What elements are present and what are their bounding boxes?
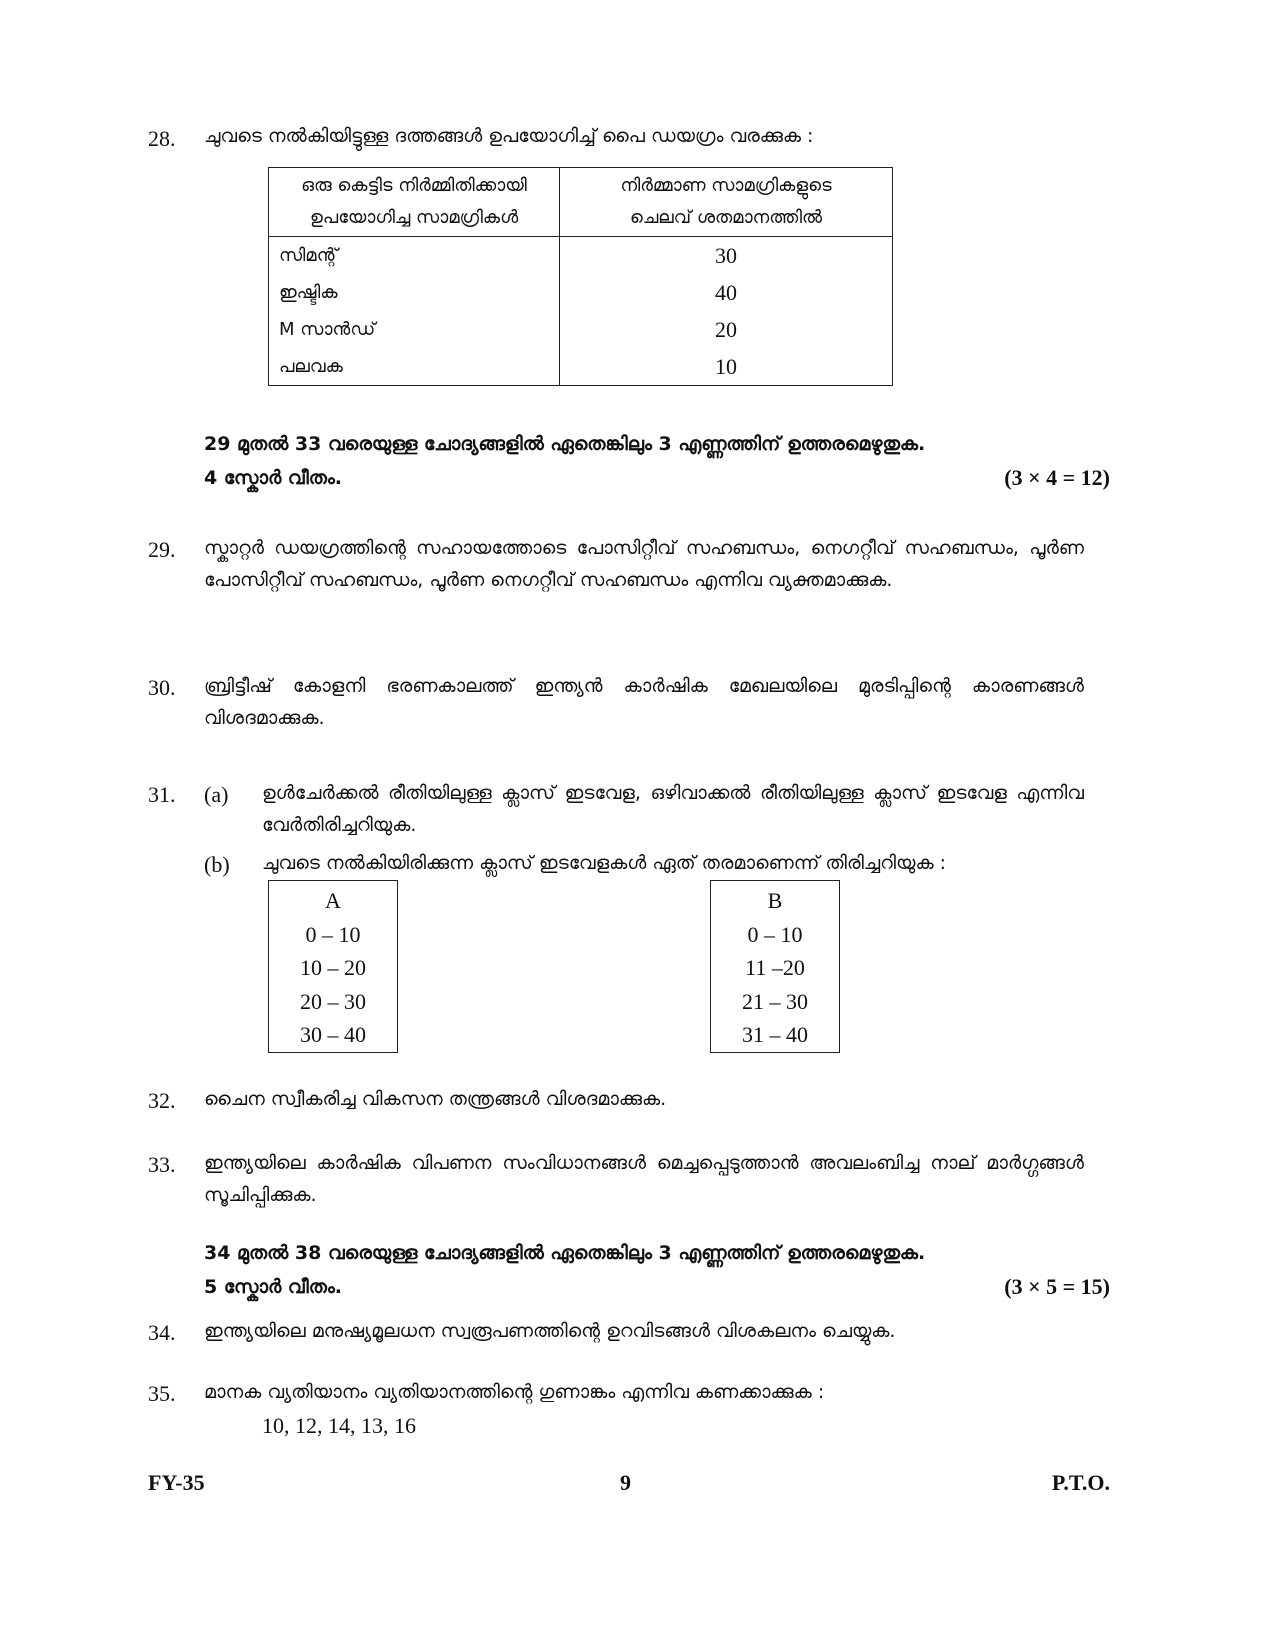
question-text: ബ്രിട്ടീഷ് കോളനി ഭരണകാലത്ത് ഇന്ത്യൻ കാർഷിക മേഖലയിലെ മുരടിപ്പിന്റെ കാരണങ്ങൾ വിശദമാക്കുക. [204, 675, 1084, 729]
question-text: ചുവടെ നൽകിയിട്ടുള്ള ദത്തങ്ങൾ ഉപയോഗിച്ച് പൈ ഡയഗ്രം വരക്കുക : [204, 125, 814, 147]
table-header-row [269, 168, 893, 237]
class-interval-box-a [268, 880, 398, 1053]
section-instruction: 29 മുതൽ 33 വരെയുള്ള ചോദ്യങ്ങളിൽ ഏതെങ്കിലും 3 എണ്ണത്തിന് ഉത്തരമെഴുതുക. [204, 433, 926, 455]
class-interval-box-b [710, 880, 840, 1053]
table-cell-item: സിമന്റ് [269, 237, 560, 275]
table-row [269, 348, 893, 386]
box-value: 21 – 30 [742, 988, 808, 1014]
question-number: 34. [148, 1320, 176, 1345]
box-value: 30 – 40 [300, 1022, 366, 1047]
section-marks: (3 × 5 = 15) [1004, 1274, 1110, 1299]
question-number: 33. [148, 1152, 176, 1177]
table-row [269, 311, 893, 348]
question-number: 35. [148, 1381, 176, 1406]
table-row [269, 237, 893, 275]
table-cell-item: ഇഷ്ടിക [269, 274, 560, 311]
box-heading: B [767, 888, 783, 913]
question-number: 31. [148, 782, 176, 807]
question-number: 28. [148, 126, 176, 151]
header-line: നിർമ്മാണ സാമഗ്രികളുടെ [620, 175, 832, 196]
table-cell-value: 10 [560, 348, 893, 386]
question-number: 32. [148, 1088, 176, 1113]
question-text: ഇന്ത്യയിലെ മനുഷ്യമൂലധന സ്വരൂപണത്തിന്റെ ഉറവിടങ്ങൾ വിശകലനം ചെയ്യുക. [204, 1320, 896, 1342]
header-line: ഉപയോഗിച്ച സാമഗ്രികൾ [309, 207, 519, 228]
table-cell-item: M സാൻഡ് [269, 311, 560, 348]
table-cell-value: 30 [560, 237, 893, 275]
materials-table [268, 167, 893, 386]
header-line: ഒരു കെട്ടിട നിർമ്മിതിക്കായി [301, 175, 527, 196]
section-score: 5 സ്കോർ വീതം. [204, 1276, 342, 1298]
table-header-cell [269, 168, 560, 237]
subquestion-label: (a) [204, 782, 229, 807]
box-value: 10 – 20 [300, 955, 366, 980]
question-number: 30. [148, 675, 176, 700]
subquestion-text: ഉൾചേർക്കൽ രീതിയിലുള്ള ക്ലാസ് ഇടവേള, ഒഴിവാക്കൽ രീതിയിലുള്ള ക്ലാസ് ഇടവേള എന്നിവ വേർതിരിച്ചറിയുക. [262, 782, 1084, 836]
question-text: സ്കാറ്റർ ഡയഗ്രത്തിന്റെ സഹായത്തോടെ പോസിറ്റീവ് സഹബന്ധം, നെഗറ്റീവ് സഹബന്ധം, പൂർണ പോസിറ്റീവ് സഹബന്ധം, പൂർണ നെഗറ്റീവ് സഹബന്ധം എന്നിവ വ്യക്തമാക്കുക. [204, 537, 1084, 591]
question-text: മാനക വ്യതിയാനം വ്യതിയാനത്തിന്റെ ഗുണാങ്കം എന്നിവ കണക്കാക്കുക : [204, 1381, 825, 1403]
table-cell-value: 20 [560, 311, 893, 348]
section-marks: (3 × 4 = 12) [1004, 465, 1110, 490]
box-value: 20 – 30 [300, 988, 366, 1014]
please-turn-over: P.T.O. [1051, 1470, 1110, 1495]
question-data: 10, 12, 14, 13, 16 [262, 1413, 416, 1438]
table-cell-item: പലവക [269, 348, 560, 386]
paper-code: FY-35 [148, 1470, 205, 1495]
box-heading: A [325, 888, 341, 913]
page-number: 9 [620, 1470, 631, 1495]
header-line: ചെലവ് ശതമാനത്തിൽ [629, 207, 823, 228]
box-value: 0 – 10 [305, 921, 361, 947]
question-number: 29. [148, 537, 176, 562]
table-row [269, 274, 893, 311]
box-value: 31 – 40 [742, 1022, 808, 1047]
section-score: 4 സ്കോർ വീതം. [204, 467, 342, 489]
question-text: ചൈന സ്വീകരിച്ച വികസന തന്ത്രങ്ങൾ വിശദമാക്കുക. [204, 1088, 667, 1110]
subquestion-text: ചുവടെ നൽകിയിരിക്കുന്ന ക്ലാസ് ഇടവേളകൾ ഏത് തരമാണെന്ന് തിരിച്ചറിയുക : [262, 852, 947, 874]
table-cell-value: 40 [560, 274, 893, 311]
box-value: 0 – 10 [747, 921, 803, 947]
table-header-cell [560, 168, 893, 237]
subquestion-label: (b) [204, 852, 230, 877]
question-text: ഇന്ത്യയിലെ കാർഷിക വിപണന സംവിധാനങ്ങൾ മെച്ചപ്പെടുത്താൻ അവലംബിച്ച നാല് മാർഗ്ഗങ്ങൾ സൂചിപ്പിക്കുക. [204, 1152, 1084, 1206]
section-instruction: 34 മുതൽ 38 വരെയുള്ള ചോദ്യങ്ങളിൽ ഏതെങ്കിലും 3 എണ്ണത്തിന് ഉത്തരമെഴുതുക. [204, 1242, 926, 1264]
box-value: 11 –20 [745, 955, 805, 980]
